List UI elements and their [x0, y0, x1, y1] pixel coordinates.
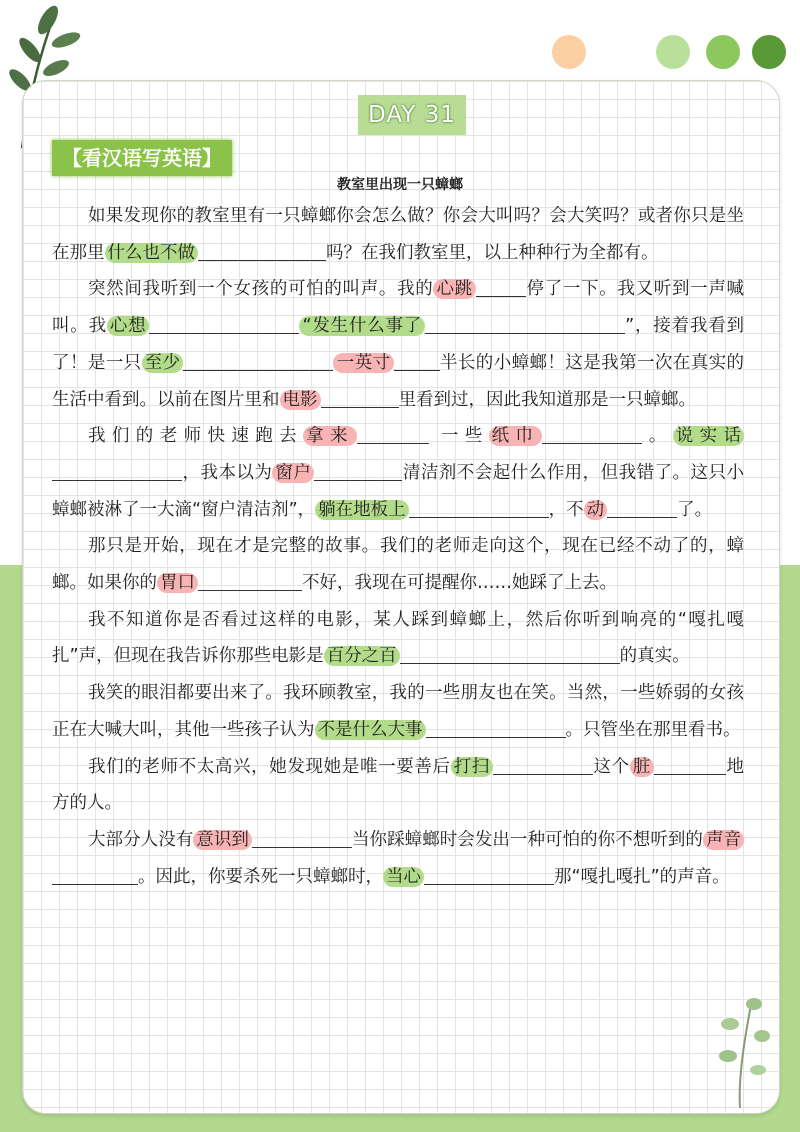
highlight-phrase: 声音	[703, 830, 744, 850]
text: 。	[642, 426, 673, 447]
paragraph-8	[52, 822, 744, 895]
answer-blank[interactable]	[400, 645, 620, 664]
highlight-phrase: 胃口	[157, 573, 198, 593]
text: 我笑的眼泪都要出来了。我环顾教室，我的一些朋友也在笑。当然，一些娇弱的女孩正在大喊大叫，其他一些孩子认为	[52, 683, 744, 740]
text: 停了一下。我又听到一声喊叫。我	[52, 279, 745, 337]
decor-dot-peach	[552, 35, 586, 69]
answer-blank[interactable]	[183, 352, 333, 371]
text: 那只是开始，现在才是完整的故事。我们的老师走向这个，现在已经不动了的，蟑螂。如果你的	[52, 536, 744, 594]
text: 地方的人。	[52, 756, 745, 814]
answer-blank[interactable]	[542, 425, 642, 444]
highlight-phrase: 纸巾	[489, 426, 543, 446]
paragraph-1	[52, 198, 744, 271]
highlight-phrase: 一英寸	[333, 353, 393, 373]
highlight-phrase: 躺在地板上	[315, 500, 409, 520]
answer-blank[interactable]	[425, 315, 625, 334]
highlight-phrase: 不是什么大事	[315, 720, 426, 740]
paragraph-4	[52, 528, 744, 601]
text: ，我本以为	[182, 462, 273, 483]
highlight-phrase: 拿来	[303, 426, 357, 446]
highlight-phrase: 动	[584, 500, 608, 520]
text: 的真实。	[619, 646, 690, 667]
text: 里看到过，因此我知道那是一只蟑螂。	[398, 389, 696, 410]
answer-blank[interactable]	[198, 242, 326, 261]
text: 半长的小蟑螂！这是我第一次在真实的生活中看到。以前在图片里和	[52, 352, 745, 410]
highlight-phrase: 脏	[630, 757, 654, 777]
text: 当你踩蟑螂时会发出一种可怕的你不想听到的	[351, 829, 703, 850]
text: 不好，我现在可提醒你……她踩了上去。	[302, 573, 617, 594]
text: 清洁剂不会起什么作用，但我错了。这只小蟑螂被淋了一大滴“窗户清洁剂”，	[52, 462, 745, 520]
text: 我们的老师不太高兴，她发现她是唯一要善后	[88, 756, 451, 777]
highlight-phrase: 什么也不做	[105, 243, 199, 263]
answer-blank[interactable]	[654, 756, 726, 775]
answer-blank[interactable]	[607, 499, 677, 518]
decor-dot-light-green	[656, 35, 690, 69]
highlight-phrase: 当心	[383, 867, 424, 887]
answer-blank[interactable]	[426, 719, 566, 738]
decor-dot-dark-green	[752, 35, 786, 69]
text: ”，接着我看到了！是一只	[52, 316, 744, 373]
answer-blank[interactable]	[52, 462, 182, 481]
answer-blank[interactable]	[52, 866, 138, 885]
paragraph-6	[52, 675, 744, 748]
paragraph-5	[52, 602, 744, 675]
answer-blank[interactable]	[493, 756, 593, 775]
answer-blank[interactable]	[252, 829, 352, 848]
text: 吗？在我们教室里，以上种种行为全都有。	[326, 242, 659, 263]
answer-blank[interactable]	[149, 315, 299, 334]
text: 了。	[677, 499, 713, 520]
decor-dot-white	[604, 35, 638, 69]
answer-blank[interactable]	[424, 866, 554, 885]
text: 一些	[440, 426, 489, 447]
highlight-phrase: “发生什么事了	[299, 316, 425, 336]
paragraph-3	[52, 418, 744, 528]
text: 。因此，你要杀死一只蟑螂时，	[138, 866, 383, 887]
text: ，不	[548, 499, 584, 520]
text: 我不知道你是否看过这样的电影，某人踩到蟑螂上，然后你听到响亮的“嘎扎嘎扎”声，但现在我告诉你那些电影是	[52, 609, 744, 667]
highlight-phrase: 打扫	[451, 757, 493, 777]
highlight-phrase: 心跳	[433, 279, 475, 299]
answer-blank[interactable]	[321, 389, 399, 408]
story-body	[52, 198, 744, 895]
text: 大部分人没有	[88, 829, 194, 850]
highlight-phrase: 百分之百	[324, 646, 400, 666]
highlight-phrase: 意识到	[193, 830, 252, 850]
text: 这个	[592, 756, 630, 777]
highlight-phrase: 窗户	[272, 463, 314, 483]
paragraph-7	[52, 749, 744, 822]
decor-dot-green	[706, 35, 740, 69]
highlight-phrase: 说实话	[673, 426, 744, 446]
text: 。只管坐在那里看书。	[565, 719, 741, 740]
answer-blank[interactable]	[198, 572, 302, 591]
highlight-phrase: 至少	[142, 353, 184, 373]
highlight-phrase: 电影	[280, 390, 321, 410]
text: 突然间我听到一个女孩的可怕的叫声。我的	[88, 279, 434, 300]
text: 那“嘎扎嘎扎”的声音。	[554, 866, 730, 887]
answer-blank[interactable]	[357, 425, 429, 444]
day-label: DAY 31	[358, 95, 466, 135]
answer-blank[interactable]	[394, 352, 440, 371]
answer-blank[interactable]	[409, 499, 549, 518]
text: 如果发现你的教室里有一只蟑螂你会怎么做？你会大叫吗？会大笑吗？或者你只是坐在那里	[52, 206, 744, 263]
section-label: 【看汉语写英语】	[52, 140, 232, 176]
highlight-phrase: 心想	[107, 316, 150, 336]
leaf-sprig-icon	[700, 990, 780, 1110]
story-title: 教室里出现一只蟑螂	[337, 177, 463, 193]
text: 我们的老师快速跑去	[88, 426, 304, 447]
answer-blank[interactable]	[314, 462, 402, 481]
answer-blank[interactable]	[476, 278, 526, 297]
paragraph-2	[52, 271, 744, 418]
